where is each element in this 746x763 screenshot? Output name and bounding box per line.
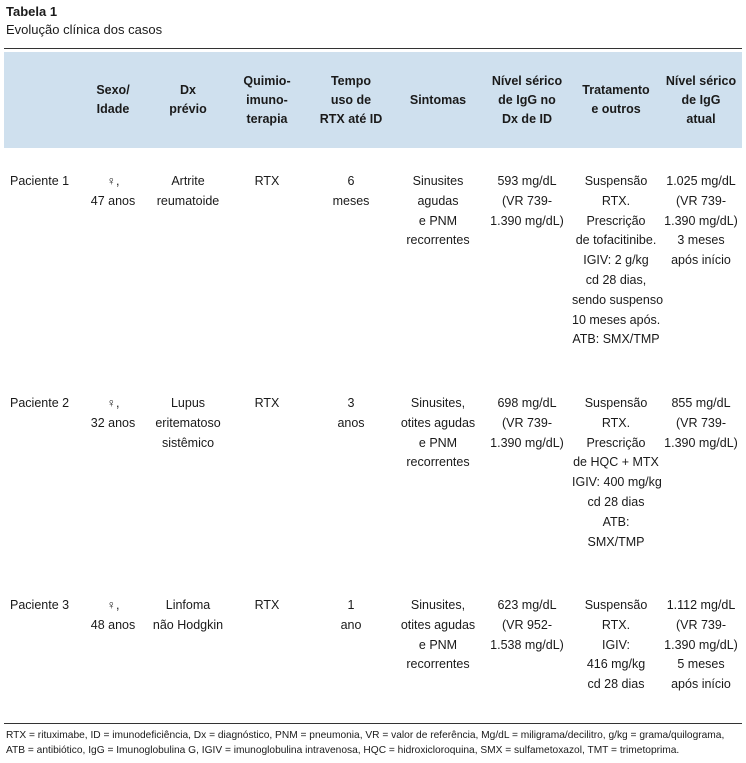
cell-line: Prescrição xyxy=(586,213,646,228)
cell-line: RTX. xyxy=(601,193,631,208)
table-row xyxy=(4,148,742,394)
cell-line: RTX xyxy=(254,396,280,410)
column-header-line: Quimio- xyxy=(243,73,291,88)
cell-line: e PNM xyxy=(418,637,458,652)
table-row xyxy=(4,596,742,714)
column-header xyxy=(226,52,308,148)
cell-line: 1.390 mg/dL) xyxy=(664,435,738,450)
cell-line: 623 mg/dL xyxy=(497,598,557,612)
table-subtitle: Evolução clínica dos casos xyxy=(6,22,163,37)
cell-line: meses xyxy=(332,193,370,208)
column-header-line: Nível sérico xyxy=(491,73,563,88)
symptoms-cell xyxy=(394,596,482,714)
column-header-line: Tempo xyxy=(330,73,372,88)
igg-current-cell xyxy=(660,394,742,596)
treatment-cell xyxy=(572,596,660,714)
rtx-time-cell xyxy=(308,394,394,596)
cell-line: ano xyxy=(340,617,362,632)
column-header-line: Sintomas xyxy=(409,92,467,107)
top-rule xyxy=(4,48,742,49)
cell-line: Suspensão xyxy=(584,174,648,188)
cell-line: IGIV: 2 g/kg xyxy=(583,253,649,268)
chemo-cell xyxy=(226,596,308,714)
column-header-line: RTX até ID xyxy=(319,111,383,126)
cell-line: RTX xyxy=(254,598,280,612)
sex-age-cell xyxy=(76,596,150,714)
cell-line: cd 28 dias xyxy=(587,677,645,692)
cell-line: (VR 739- xyxy=(675,193,727,208)
cell-line: RTX xyxy=(254,174,280,188)
rtx-time-cell xyxy=(308,148,394,394)
sex-age-cell xyxy=(76,148,150,394)
cell-line: ♀, xyxy=(106,598,120,612)
cell-line: 47 anos xyxy=(90,193,136,208)
igg-current-cell xyxy=(660,148,742,394)
cell-line: (VR 739- xyxy=(501,193,553,208)
cell-line: ♀, xyxy=(106,396,120,410)
column-header xyxy=(572,52,660,148)
footnote-line: ATB = antibiótico, IgG = Imunoglobulina G, IGIV = imunoglobulina intravenosa, HQC = hidroxicloroquina, SMX = sulfametoxazol, TMT = trimetoprima. xyxy=(6,745,680,756)
column-header-line: Dx de ID xyxy=(501,111,552,126)
cell-line: 3 meses xyxy=(677,233,725,248)
column-header xyxy=(308,52,394,148)
cell-line: 10 meses após. xyxy=(572,312,661,327)
cell-line: sendo suspenso xyxy=(572,292,664,307)
table-row xyxy=(4,394,742,596)
cell-line: ♀, xyxy=(106,174,120,188)
column-header-line: de IgG no xyxy=(498,92,556,107)
igg-current-cell xyxy=(660,596,742,714)
cell-line: cd 28 dias xyxy=(587,494,645,509)
rtx-time-cell xyxy=(308,596,394,714)
cell-line: 1.390 mg/dL) xyxy=(664,637,738,652)
column-header xyxy=(482,52,572,148)
treatment-cell xyxy=(572,394,660,596)
cell-line: 1 xyxy=(347,598,355,612)
column-header-line: imuno- xyxy=(246,92,288,107)
cell-line: de tofacitinibe. xyxy=(575,233,657,248)
column-header-line: Sexo/ xyxy=(96,83,130,97)
cell-line: 32 anos xyxy=(90,415,136,430)
cell-line: 855 mg/dL xyxy=(671,396,731,410)
clinical-table xyxy=(4,52,742,714)
cell-line: ATB: SMX/TMP xyxy=(572,332,660,347)
cell-line: SMX/TMP xyxy=(587,534,645,549)
cell-line: recorrentes xyxy=(406,455,470,470)
cell-line: cd 28 dias, xyxy=(585,272,647,287)
patient-cell: Paciente 2 xyxy=(10,396,70,410)
cell-line: 3 xyxy=(347,396,355,410)
cell-line: 1.390 mg/dL) xyxy=(490,435,564,450)
prior-dx-cell xyxy=(150,394,226,596)
cell-line: e PNM xyxy=(418,435,458,450)
cell-line: Lupus xyxy=(170,396,206,410)
cell-line: Suspensão xyxy=(584,396,648,410)
cell-line: sistêmico xyxy=(161,435,215,450)
column-header-line: atual xyxy=(686,111,716,126)
cell-line: 1.390 mg/dL) xyxy=(664,213,738,228)
patient-cell: Paciente 3 xyxy=(10,598,70,612)
column-header-line: terapia xyxy=(246,111,288,126)
cell-line: Sinusites, xyxy=(410,598,466,612)
header-row xyxy=(4,52,742,148)
column-header-line: Dx xyxy=(180,83,196,97)
cell-line: RTX. xyxy=(601,617,631,632)
chemo-cell xyxy=(226,148,308,394)
cell-line: 5 meses xyxy=(677,657,725,672)
patient-cell: Paciente 1 xyxy=(10,174,70,188)
column-header xyxy=(394,52,482,148)
cell-line: 1.112 mg/dL xyxy=(666,598,736,612)
treatment-cell xyxy=(572,148,664,394)
cell-line: otites agudas xyxy=(400,617,476,632)
footnote xyxy=(6,728,746,758)
cell-line: Prescrição xyxy=(586,435,646,450)
cell-line: RTX. xyxy=(601,415,631,430)
cell-line: recorrentes xyxy=(406,657,470,672)
cell-line: anos xyxy=(337,415,365,430)
table-title: Tabela 1 xyxy=(6,4,58,19)
chemo-cell xyxy=(226,394,308,596)
prior-dx-cell xyxy=(150,596,226,714)
column-header xyxy=(660,52,742,148)
cell-line: Linfoma xyxy=(165,598,211,612)
cell-line: (VR 739- xyxy=(675,415,727,430)
cell-line: Sinusites, xyxy=(410,396,466,410)
column-header xyxy=(150,52,226,148)
cell-line: de HQC + MTX xyxy=(573,455,659,470)
cell-line: 416 mg/kg xyxy=(586,657,646,672)
cell-line: Artrite xyxy=(171,174,205,188)
cell-line: otites agudas xyxy=(400,415,476,430)
cell-line: 593 mg/dL xyxy=(497,174,557,188)
cell-line: agudas xyxy=(417,193,459,208)
cell-line: (VR 739- xyxy=(501,415,553,430)
cell-line: recorrentes xyxy=(406,233,470,248)
cell-line: 1.538 mg/dL) xyxy=(490,637,564,652)
cell-line: IGIV: 400 mg/kg xyxy=(572,475,662,490)
cell-line: IGIV: xyxy=(601,637,630,652)
footnote-line: RTX = rituximabe, ID = imunodeficiência, Dx = diagnóstico, PNM = pneumonia, VR = valor de referência, Mg/dL = miligrama/decilitro, g/kg = grama/quilograma, xyxy=(6,730,725,741)
cell-line: após início xyxy=(671,253,731,268)
column-header-line: Tratamento xyxy=(582,83,650,97)
bottom-rule xyxy=(4,723,742,724)
symptoms-cell xyxy=(394,394,482,596)
prior-dx-cell xyxy=(150,148,226,394)
cell-line: (VR 739- xyxy=(675,617,727,632)
cell-line: 48 anos xyxy=(90,617,136,632)
cell-line: 1.390 mg/dL) xyxy=(490,213,564,228)
column-header xyxy=(76,52,150,148)
cell-line: e PNM xyxy=(418,213,458,228)
igg-dx-cell xyxy=(482,596,572,714)
sex-age-cell xyxy=(76,394,150,596)
column-header xyxy=(4,52,76,148)
cell-line: Suspensão xyxy=(584,598,648,612)
cell-line: (VR 952- xyxy=(501,617,553,632)
column-header-line: Idade xyxy=(96,102,130,116)
cell-line: não Hodgkin xyxy=(152,617,224,632)
cell-line: 6 xyxy=(347,174,355,188)
cell-line: 698 mg/dL xyxy=(497,396,557,410)
cell-line: Sinusites xyxy=(412,174,464,188)
symptoms-cell xyxy=(394,148,482,394)
cell-line: 1.025 mg/dL xyxy=(666,174,736,188)
cell-line: eritematoso xyxy=(155,415,221,430)
column-header-line: de IgG xyxy=(681,92,721,107)
column-header-line: Nível sérico xyxy=(665,73,737,88)
cell-line: após início xyxy=(671,677,731,692)
column-header-line: e outros xyxy=(591,102,641,116)
igg-dx-cell xyxy=(482,148,572,394)
igg-dx-cell xyxy=(482,394,572,596)
cell-line: ATB: xyxy=(602,514,630,529)
column-header-line: uso de xyxy=(330,92,372,107)
column-header-line: prévio xyxy=(169,102,207,116)
cell-line: reumatoide xyxy=(156,193,220,208)
